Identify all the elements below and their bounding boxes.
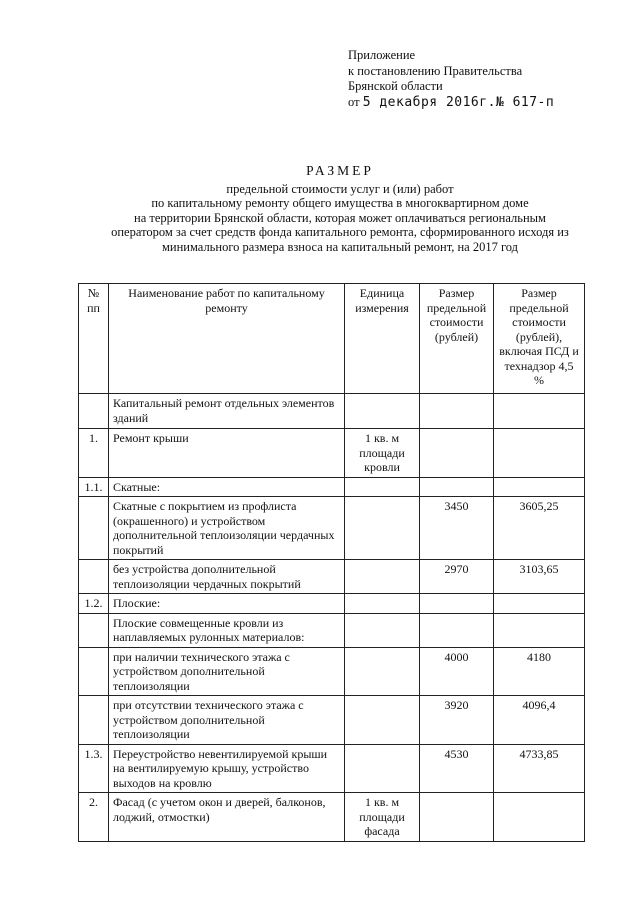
table-header-row [79,284,585,394]
row-num [79,497,109,560]
header-unit: Единица измерения [345,284,420,394]
row-num: 2. [79,793,109,842]
row-name: Переустройство невентилируемой крыши на вентилируемую крышу, устройство выходов на кровлю [109,744,345,793]
row-name: при наличии технического этажа с устройством дополнительной теплоизоляции [109,647,345,696]
row-cost-psd [494,793,585,842]
row-unit: 1 кв. м площади кровли [345,429,420,478]
title-line-1: предельной стоимости услуг и (или) работ [226,181,454,196]
row-unit [345,560,420,594]
row-num [79,696,109,745]
table-row [79,394,585,429]
table-row [79,744,585,793]
title-line-2: по капитальному ремонту общего имущества в многоквартирном доме [151,196,529,210]
title-line-5: минимального размера взноса на капитальный ремонт, на 2017 год [161,239,519,254]
appendix-date-handwritten: 5 декабря 2016г.№ 617-п [362,94,555,110]
row-cost-psd [494,394,585,429]
row-name: Фасад (с учетом окон и дверей, балконов, лоджий, отмостки) [109,793,345,842]
row-num: 1.3. [79,744,109,793]
row-cost: 2970 [420,560,494,594]
row-num [79,613,109,647]
row-cost [420,394,494,429]
row-cost: 4000 [420,647,494,696]
row-cost [420,613,494,647]
header-name: Наименование работ по капитальному ремонту [109,284,345,394]
row-cost [420,594,494,614]
row-name: Скатные с покрытием из профлиста (окрашенного) и устройством дополнительной теплоизоляции чердачных покрытий [109,497,345,560]
title-line-3: на территории Брянской области, которая может оплачиваться региональным [134,210,546,225]
header-num: № пп [79,284,109,394]
row-cost-psd: 3605,25 [494,497,585,560]
row-cost [420,793,494,842]
table-row [79,477,585,497]
row-cost-psd: 4096,4 [494,696,585,745]
row-num [79,560,109,594]
row-name: Плоские совмещенные кровли из наплавляемых рулонных материалов: [109,613,345,647]
table-body [79,394,585,842]
row-name: Капитальный ремонт отдельных элементов зданий [109,394,345,429]
row-cost-psd: 4733,85 [494,744,585,793]
row-cost [420,477,494,497]
appendix-line-2: к постановлению Правительства [348,63,523,78]
table-row [79,497,585,560]
row-num: 1.2. [79,594,109,614]
table-row [79,793,585,842]
row-cost: 3450 [420,497,494,560]
row-name: при отсутствии технического этажа с устройством дополнительной теплоизоляции [109,696,345,745]
row-unit [345,477,420,497]
row-num [79,394,109,429]
table-row [79,696,585,745]
table-row [79,647,585,696]
row-unit [345,647,420,696]
table-row [79,613,585,647]
row-num: 1. [79,429,109,478]
row-cost-psd [494,613,585,647]
row-name: Плоские: [109,594,345,614]
row-num [79,647,109,696]
row-unit [345,744,420,793]
row-cost-psd: 4180 [494,647,585,696]
row-cost: 4530 [420,744,494,793]
table-row [79,429,585,478]
header-cost: Размер предельной стоимости (рублей) [420,284,494,394]
appendix-date-prefix: от [348,94,360,109]
row-cost: 3920 [420,696,494,745]
row-unit [345,594,420,614]
row-cost-psd [494,594,585,614]
row-cost [420,429,494,478]
row-cost-psd [494,477,585,497]
appendix-line-3: Брянской области [348,79,443,93]
row-num: 1.1. [79,477,109,497]
row-name: Ремонт крыши [109,429,345,478]
appendix-line-1: Приложение [348,48,416,62]
row-unit [345,696,420,745]
title-heading: РАЗМЕР [306,163,374,178]
appendix-block [348,48,554,110]
appendix-line-4 [348,95,554,111]
row-unit [345,613,420,647]
title-line-4: оператором за счет средств фонда капитального ремонта, сформированного исходя из [111,225,569,239]
row-cost-psd [494,429,585,478]
row-cost-psd: 3103,65 [494,560,585,594]
table-row [79,560,585,594]
row-unit [345,497,420,560]
document-title [60,164,620,254]
cost-table [78,283,585,842]
row-unit [345,394,420,429]
header-cost-psd: Размер предельной стоимости (рублей), включая ПСД и технадзор 4,5 % [494,284,585,394]
row-unit: 1 кв. м площади фасада [345,793,420,842]
table-row [79,594,585,614]
row-name: Скатные: [109,477,345,497]
row-name: без устройства дополнительной теплоизоляции чердачных покрытий [109,560,345,594]
